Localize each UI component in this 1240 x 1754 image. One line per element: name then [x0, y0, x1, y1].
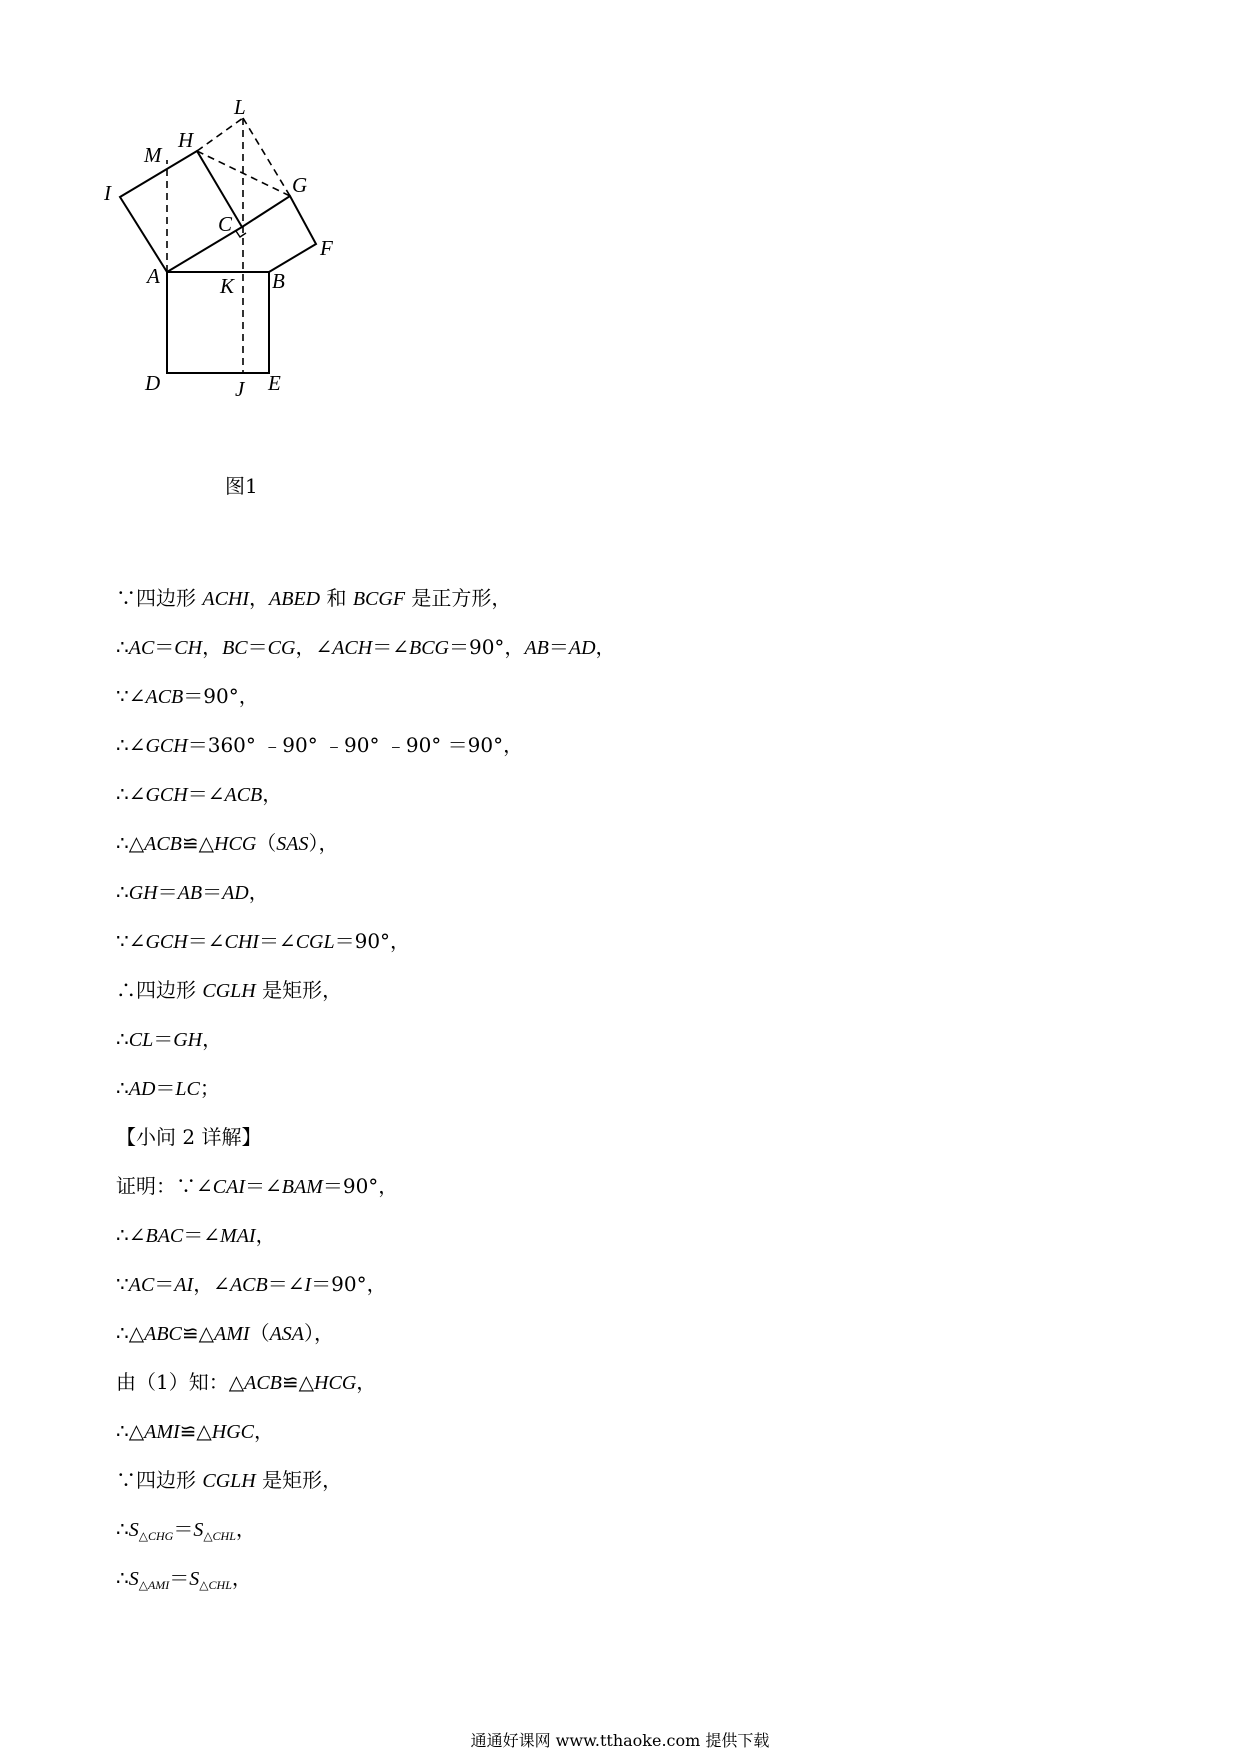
text-segment: ，∠ [295, 635, 333, 659]
text-segment: ； [199, 1076, 220, 1100]
text-segment: ， [202, 635, 223, 659]
label-C: C [218, 212, 233, 236]
text-segment: ＝∠ [258, 929, 296, 953]
math-symbol: I [304, 1274, 312, 1296]
label-E: E [268, 371, 281, 395]
text-segment: ＝ [154, 635, 175, 659]
math-symbol: AC [128, 637, 155, 659]
proof-line [116, 672, 1116, 721]
label-M: M [144, 143, 162, 167]
math-symbol: ACB [144, 833, 182, 855]
text-segment: ， [231, 1566, 252, 1590]
math-subscript: △CHL [203, 1529, 236, 1543]
proof-line [116, 623, 1116, 672]
text-segment: ≌△ [179, 1419, 212, 1443]
math-symbol: AI [174, 1274, 194, 1296]
text-segment: ∴△ [116, 831, 145, 855]
math-subscript: △CHG [138, 1529, 174, 1543]
text-segment: 证明：∵∠ [116, 1174, 213, 1198]
math-symbol: CGLH [202, 980, 256, 1002]
math-symbol: ACB [244, 1372, 282, 1394]
text-segment: ∴∠ [116, 782, 146, 806]
math-symbol: HGC [211, 1421, 255, 1443]
text-segment: 是矩形， [255, 978, 343, 1002]
math-symbol: S [189, 1568, 200, 1590]
text-segment: ＝360° ﹣90° ﹣90° ﹣90° ＝90°， [187, 733, 524, 757]
text-segment: ）， [308, 831, 339, 855]
math-symbol: ABED [269, 588, 321, 610]
math-symbol: AD [222, 882, 249, 904]
text-segment: ＝∠ [183, 1223, 221, 1247]
proof-line [116, 1211, 1116, 1260]
text-segment: ∵四边形 [116, 1468, 203, 1492]
proof-line [116, 721, 1116, 770]
label-K: K [220, 274, 235, 298]
text-segment: ∴∠ [116, 733, 146, 757]
proof-line [116, 917, 1116, 966]
right-angle-mark [236, 231, 246, 237]
math-symbol: AD [128, 1078, 156, 1100]
text-segment: ∴△ [116, 1419, 145, 1443]
label-D: D [145, 371, 161, 395]
math-symbol: LC [175, 1078, 200, 1100]
text-segment: ＝∠ [267, 1272, 305, 1296]
label-G: G [292, 173, 308, 197]
math-symbol: ASA [269, 1323, 305, 1345]
text-segment: ＝ [155, 1076, 176, 1100]
proof-line [116, 868, 1116, 917]
math-symbol: MAI [220, 1225, 256, 1247]
text-segment: ＝∠ [187, 782, 225, 806]
math-symbol: HCG [214, 833, 257, 855]
math-symbol: AD [568, 637, 596, 659]
text-segment: ∵∠ [116, 929, 146, 953]
math-subscript: △AMI [138, 1578, 170, 1592]
math-symbol: SAS [276, 833, 309, 855]
text-segment: ∴∠ [116, 1223, 146, 1247]
text-segment: ∴ [116, 1027, 129, 1051]
text-segment: ∴ [116, 1517, 129, 1541]
math-symbol: BCG [408, 637, 449, 659]
text-segment: ＝ [153, 1027, 174, 1051]
proof-line [116, 1260, 1116, 1309]
math-symbol: AMI [144, 1421, 180, 1443]
math-symbol: GH [173, 1029, 203, 1051]
text-segment: ＝90°， [322, 1174, 399, 1198]
text-segment: （ [256, 831, 277, 855]
text-segment: ∴ [116, 635, 129, 659]
proof-line [116, 1505, 1116, 1554]
text-segment: ＝ [157, 880, 178, 904]
text-segment: ， [202, 1027, 223, 1051]
math-symbol: CGL [295, 931, 335, 953]
math-symbol: S [128, 1568, 139, 1590]
text-segment: ＝90°， [183, 684, 259, 708]
math-symbol: CG [267, 637, 296, 659]
proof-line [116, 574, 1116, 623]
math-symbol: HCG [314, 1372, 357, 1394]
text-segment: ＝90°， [334, 929, 411, 953]
text-segment: ）， [304, 1321, 335, 1345]
proof-line [116, 819, 1116, 868]
dashed-HL [197, 118, 243, 151]
square-ABED [167, 272, 269, 373]
text-segment: ，∠ [193, 1272, 230, 1296]
text-segment: （ [249, 1321, 270, 1345]
page-footer: 通通好课网 www.tthaoke.com 提供下载 [470, 1731, 770, 1750]
text-segment: ＝90°， [311, 1272, 387, 1296]
math-symbol: BC [222, 637, 248, 659]
math-symbol: GH [128, 882, 158, 904]
text-segment: ， [255, 1223, 276, 1247]
math-symbol: AMI [214, 1323, 250, 1345]
text-segment: ∴ [116, 880, 129, 904]
math-symbol: AC [128, 1274, 155, 1296]
text-segment: ， [235, 1517, 256, 1541]
text-segment: 是正方形， [405, 586, 512, 610]
proof-line [116, 1407, 1116, 1456]
geometry-figure [104, 95, 380, 450]
math-symbol: GCH [145, 735, 188, 757]
text-segment: 由（1）知：△ [116, 1370, 245, 1394]
proof-line [116, 1554, 1116, 1603]
proof-line [116, 1162, 1116, 1211]
text-segment: ∴△ [116, 1321, 145, 1345]
figure-caption: 图1 [225, 474, 258, 498]
text-segment: ∵四边形 [116, 586, 203, 610]
text-segment: ＝ [169, 1566, 190, 1590]
text-segment: ∴ [116, 1566, 129, 1590]
math-symbol: S [128, 1519, 139, 1541]
text-segment: 【小问 2 详解】 [116, 1125, 262, 1149]
label-B: B [272, 269, 285, 293]
math-symbol: CL [128, 1029, 154, 1051]
math-symbol: ABC [144, 1323, 182, 1345]
text-segment: ， [595, 635, 616, 659]
text-segment: ≌△ [181, 1321, 215, 1345]
label-J: J [235, 377, 245, 401]
text-segment: ＝ [548, 635, 569, 659]
math-symbol: CH [174, 637, 203, 659]
math-symbol: ACB [145, 686, 184, 708]
math-symbol: GCH [145, 784, 188, 806]
math-symbol: GCH [145, 931, 188, 953]
math-symbol: ACB [224, 784, 263, 806]
square-BCGF [242, 196, 316, 272]
label-F: F [320, 236, 333, 260]
text-segment: ， [254, 1419, 275, 1443]
proof-line [116, 770, 1116, 819]
text-segment: ＝ [173, 1517, 194, 1541]
math-symbol: ACH [332, 637, 373, 659]
math-symbol: CGLH [202, 1470, 256, 1492]
text-segment: ＝∠ [372, 635, 409, 659]
proof-line [116, 1358, 1116, 1407]
math-symbol: S [193, 1519, 204, 1541]
text-segment: ∵ [116, 1272, 129, 1296]
text-segment: 是矩形， [255, 1468, 343, 1492]
math-symbol: CAI [212, 1176, 245, 1198]
math-subscript: △CHL [199, 1578, 232, 1592]
proof-line [116, 1015, 1116, 1064]
text-segment: ≌△ [281, 1370, 315, 1394]
text-segment: ＝90°， [448, 635, 525, 659]
text-segment: ＝ [247, 635, 268, 659]
math-symbol: BCGF [352, 588, 406, 610]
math-symbol: AB [524, 637, 549, 659]
pythagorean-squares-diagram [104, 95, 380, 450]
math-symbol: BAC [145, 1225, 184, 1247]
label-H: H [178, 128, 194, 152]
math-symbol: BAM [281, 1176, 323, 1198]
proof-line [116, 1456, 1116, 1505]
text-segment: ＝ [154, 1272, 175, 1296]
text-segment: ， [356, 1370, 377, 1394]
proof-line [116, 1064, 1116, 1113]
text-segment: ＝ [202, 880, 223, 904]
text-segment: 和 [320, 586, 353, 610]
text-segment: ， [248, 880, 269, 904]
proof-line [116, 1309, 1116, 1358]
label-L: L [234, 95, 246, 119]
proof-line [116, 1113, 1116, 1162]
math-symbol: ACHI [202, 588, 250, 610]
math-symbol: CHI [224, 931, 259, 953]
math-symbol: AB [177, 882, 203, 904]
proof-line [116, 966, 1116, 1015]
proof-text [116, 574, 1116, 1603]
text-segment: ， [249, 586, 270, 610]
text-segment: ＝∠ [187, 929, 225, 953]
label-I: I [104, 181, 111, 205]
label-A: A [147, 264, 160, 288]
text-segment: ＝∠ [244, 1174, 282, 1198]
text-segment: ∴ [116, 1076, 129, 1100]
text-segment: ∴四边形 [116, 978, 203, 1002]
text-segment: ∵∠ [116, 684, 146, 708]
text-segment: ≌△ [181, 831, 215, 855]
text-segment: ， [262, 782, 283, 806]
math-symbol: ACB [229, 1274, 268, 1296]
